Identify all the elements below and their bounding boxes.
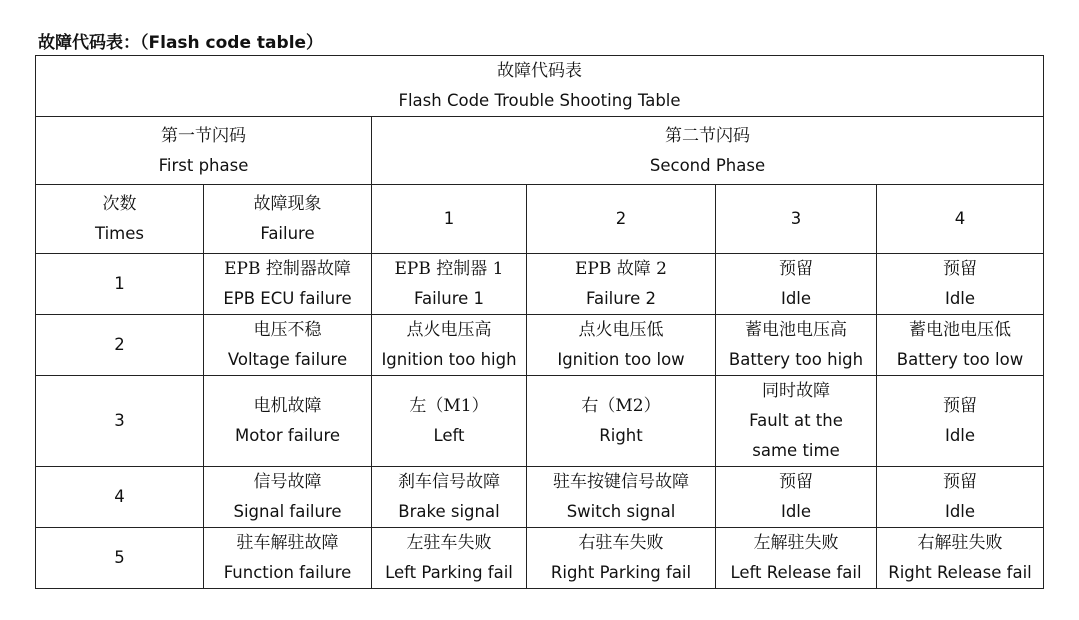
failure-zh: 电机故障 <box>253 396 322 416</box>
code-zh: 点火电压低 <box>578 320 664 340</box>
code-cell-1 <box>372 254 527 315</box>
code-cell-1 <box>372 467 527 528</box>
code-zh: 右解驻失败 <box>917 533 1003 553</box>
code-cell-3 <box>716 467 877 528</box>
times-cell <box>36 315 204 376</box>
second-phase-en: Second Phase <box>649 155 766 175</box>
code-zh: EPB 故障 2 <box>575 259 667 279</box>
times-value: 4 <box>114 487 125 506</box>
first-phase-header <box>36 117 372 185</box>
failure-cell <box>204 315 372 376</box>
code-en: Ignition too high <box>381 350 517 369</box>
code-cell-1 <box>372 376 527 467</box>
times-value: 1 <box>114 274 125 293</box>
code-cell-1 <box>372 315 527 376</box>
code-en: Right Parking fail <box>550 563 692 582</box>
failure-en: Signal failure <box>233 502 342 521</box>
code-en: Failure 1 <box>413 289 485 308</box>
failure-en: Failure <box>260 224 315 243</box>
failure-en: EPB ECU failure <box>223 289 352 308</box>
code-cell-3 <box>716 528 877 589</box>
failure-en: Motor failure <box>234 426 341 445</box>
col-header-failure <box>204 185 372 254</box>
table-row <box>36 254 1044 315</box>
code-en: Ignition too low <box>557 350 685 369</box>
times-value: 2 <box>114 335 125 354</box>
code-zh: 蓄电池电压高 <box>745 320 847 340</box>
times-cell <box>36 528 204 589</box>
code-cell-4 <box>877 376 1044 467</box>
table-row <box>36 315 1044 376</box>
first-phase-zh: 第一节闪码 <box>161 125 246 146</box>
times-value: 5 <box>114 548 125 567</box>
code-zh: 左驻车失败 <box>406 533 492 553</box>
code-en: Right Release fail <box>888 563 1032 582</box>
col-3-label: 3 <box>790 209 802 228</box>
times-cell <box>36 467 204 528</box>
code-zh: 刹车信号故障 <box>398 472 500 492</box>
code-zh: 预留 <box>943 472 977 492</box>
code-zh: 右（M2） <box>581 396 661 416</box>
code-en: Brake signal <box>398 502 500 521</box>
col-header-4 <box>877 185 1044 254</box>
times-cell <box>36 254 204 315</box>
col-header-3 <box>716 185 877 254</box>
failure-zh: 信号故障 <box>253 472 322 492</box>
times-cell <box>36 376 204 467</box>
code-zh: 驻车按键信号故障 <box>553 472 689 492</box>
first-phase-en: First phase <box>158 155 249 175</box>
code-en: Left Release fail <box>730 563 862 582</box>
code-cell-2 <box>527 467 716 528</box>
code-en: Right <box>599 426 643 445</box>
times-zh: 次数 <box>102 194 137 214</box>
col-header-2 <box>527 185 716 254</box>
table-title-zh: 故障代码表 <box>497 61 582 81</box>
table-row <box>36 467 1044 528</box>
code-en: Fault at the <box>749 411 843 430</box>
code-cell-4 <box>877 467 1044 528</box>
code-en-line2: same time <box>752 441 840 460</box>
failure-cell <box>204 376 372 467</box>
column-header-row <box>36 185 1044 254</box>
table-title-cell <box>36 56 1044 117</box>
second-phase-header <box>372 117 1044 185</box>
table-title-row <box>36 56 1044 117</box>
failure-cell <box>204 467 372 528</box>
code-zh: EPB 控制器 1 <box>394 259 504 279</box>
code-cell-4 <box>877 315 1044 376</box>
code-en: Idle <box>780 289 812 308</box>
code-zh: 右驻车失败 <box>578 533 664 553</box>
code-cell-3 <box>716 254 877 315</box>
code-cell-3 <box>716 315 877 376</box>
code-cell-2 <box>527 315 716 376</box>
code-cell-1 <box>372 528 527 589</box>
code-en: Failure 2 <box>585 289 657 308</box>
table-row <box>36 376 1044 467</box>
table-title-en: Flash Code Trouble Shooting Table <box>398 91 681 110</box>
code-zh: 预留 <box>943 396 977 416</box>
table-row <box>36 528 1044 589</box>
failure-en: Voltage failure <box>227 350 348 369</box>
code-zh: 左解驻失败 <box>753 533 839 553</box>
failure-zh: EPB 控制器故障 <box>224 259 351 279</box>
failure-cell <box>204 254 372 315</box>
code-zh: 预留 <box>779 259 813 279</box>
code-en: Idle <box>944 426 976 445</box>
second-phase-zh: 第二节闪码 <box>665 125 750 146</box>
code-zh: 同时故障 <box>762 381 830 401</box>
col-header-times <box>36 185 204 254</box>
code-cell-3 <box>716 376 877 467</box>
col-header-1 <box>372 185 527 254</box>
failure-zh: 故障现象 <box>253 194 322 214</box>
code-en: Battery too high <box>728 350 864 369</box>
phase-row <box>36 117 1044 185</box>
code-cell-4 <box>877 528 1044 589</box>
code-en: Switch signal <box>566 502 676 521</box>
code-en: Idle <box>944 502 976 521</box>
code-cell-4 <box>877 254 1044 315</box>
failure-zh: 驻车解驻故障 <box>236 533 339 553</box>
failure-zh: 电压不稳 <box>253 320 322 340</box>
code-cell-2 <box>527 376 716 467</box>
page-heading: 故障代码表：（Flash code table） <box>38 33 324 53</box>
code-zh: 左（M1） <box>409 396 489 416</box>
col-2-label: 2 <box>615 209 627 228</box>
code-zh: 预留 <box>779 472 813 492</box>
code-zh: 预留 <box>943 259 977 279</box>
code-en: Idle <box>780 502 812 521</box>
code-zh: 点火电压高 <box>406 320 492 340</box>
code-en: Left Parking fail <box>385 563 513 582</box>
failure-en: Function failure <box>223 563 352 582</box>
times-en: Times <box>95 224 144 243</box>
code-cell-2 <box>527 528 716 589</box>
flash-code-table <box>35 55 1044 589</box>
code-en: Battery too low <box>896 350 1024 369</box>
code-en: Idle <box>944 289 976 308</box>
code-en: Left <box>433 426 465 445</box>
times-value: 3 <box>114 411 125 430</box>
code-zh: 蓄电池电压低 <box>909 320 1011 340</box>
failure-cell <box>204 528 372 589</box>
col-4-label: 4 <box>954 209 966 228</box>
col-1-label: 1 <box>443 209 455 228</box>
code-cell-2 <box>527 254 716 315</box>
